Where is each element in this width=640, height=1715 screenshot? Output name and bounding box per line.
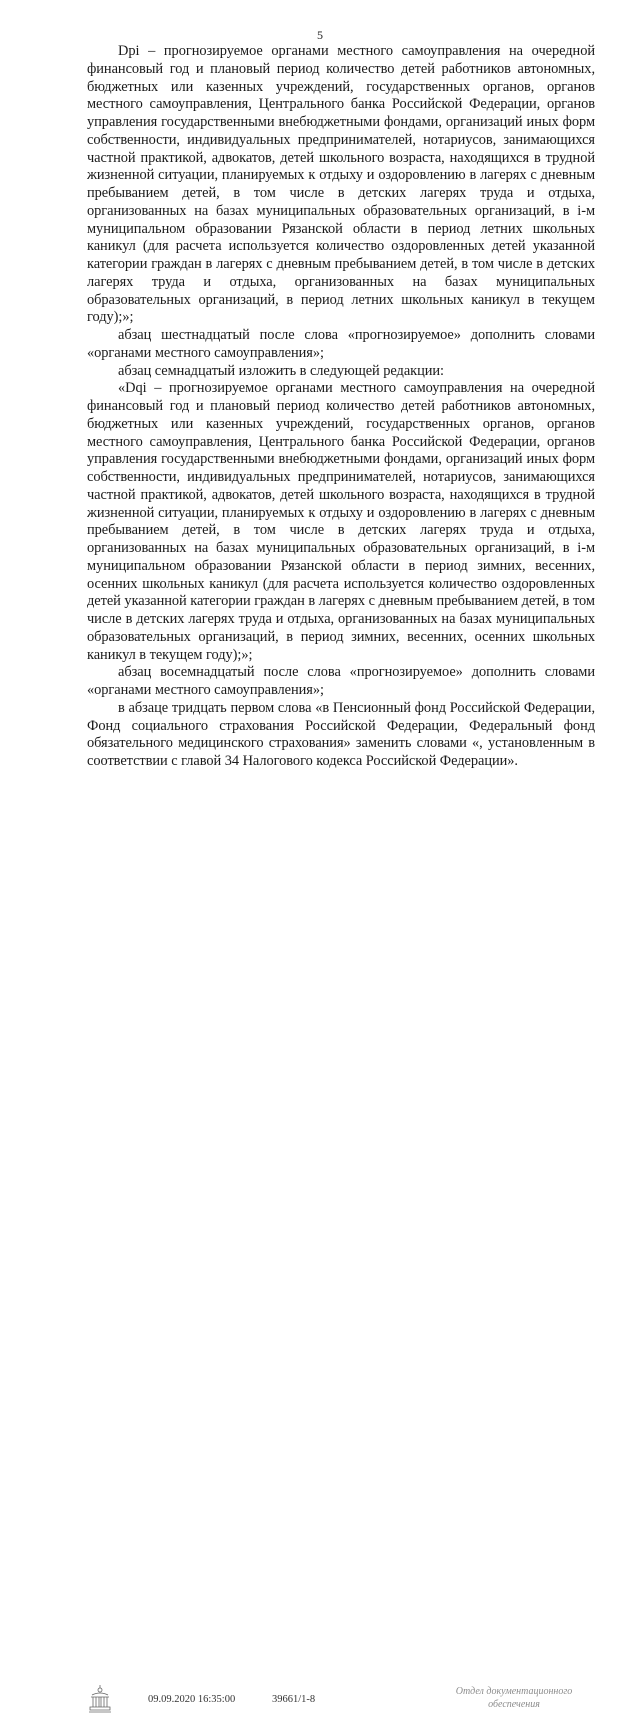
document-body xyxy=(87,43,595,771)
paragraph: «Dqi – прогнозируемое органами местного самоуправления на очередной финансовый год и плановый период количество детей работников автономных, бюджетных или казенных учреждений, государственных органов, органов местного самоуправления, Центрального банка Российской Федерации, органов управления государственными внебюджетными фондами, организаций иных форм собственности, индивидуальных предпринимателей, нотариусов, занимающихся частной практикой, адвокатов, детей школьного возраста, находящихся в трудной жизненной ситуации, планируемых к отдыху и оздоровлению в лагерях с дневным пребыванием детей, в том числе в детских лагерях труда и отдыха, организованных на базах муниципальных образовательных организаций, в i-м муниципальном образовании Рязанской области в период зимних, весенних, осенних школьных каникул (для расчета используется количество оздоровленных детей указанной категории граждан в лагерях с дневным пребыванием детей, в том числе в детских лагерях труда и отдыха, организованных на базах муниципальных образовательных организаций, в период зимних, весенних, осенних школьных каникул в текущем году);»; xyxy=(87,380,595,663)
paragraph: абзац восемнадцатый после слова «прогнозируемое» дополнить словами «органами местного самоуправления»; xyxy=(87,664,595,698)
department-line: обеспечения xyxy=(488,1699,540,1710)
paragraph: абзац шестнадцатый после слова «прогнозируемое» дополнить словами «органами местного самоуправления»; xyxy=(87,327,595,361)
coat-of-arms-icon xyxy=(88,1683,112,1715)
paragraph: в абзаце тридцать первом слова «в Пенсионный фонд Российской Федерации, Фонд социального страхования Российской Федерации, Федеральный фонд обязательного медицинского страхования» заменить словами «, установленным в соответствии с главой 34 Налогового кодекса Российской Федерации». xyxy=(87,699,595,769)
paragraph: Dpi – прогнозируемое органами местного самоуправления на очередной финансовый год и плановый период количество детей работников автономных, бюджетных или казенных учреждений, государственных органов, органов местного самоуправления, Центрального банка Российской Федерации, органов управления государственными внебюджетными фондами, организаций иных форм собственности, индивидуальных предпринимателей, нотариусов, занимающихся частной практикой, адвокатов, детей школьного возраста, находящихся в трудной жизненной ситуации, планируемых к отдыху и оздоровлению в лагерях с дневным пребыванием детей, в том числе в детских лагерях труда и отдыха, организованных на базах муниципальных образовательных организаций, в i-м муниципальном образовании Рязанской области в период летних школьных каникул (для расчета используется количество оздоровленных детей указанной категории граждан в лагерях с дневным пребыванием детей, в том числе в детских лагерях труда и отдыха, организованных на базах муниципальных образовательных организаций, в период летних школьных каникул в текущем году);»; xyxy=(87,43,595,326)
page-number: 5 xyxy=(317,28,323,42)
paragraph: абзац семнадцатый изложить в следующей редакции: xyxy=(118,362,445,379)
footer-datetime: 09.09.2020 16:35:00 xyxy=(148,1694,236,1705)
footer-registration-number: 39661/1-8 xyxy=(272,1694,316,1705)
footer-department-stamp xyxy=(436,1685,592,1711)
page-footer xyxy=(0,838,640,1710)
department-line: Отдел документационного xyxy=(455,1686,573,1697)
